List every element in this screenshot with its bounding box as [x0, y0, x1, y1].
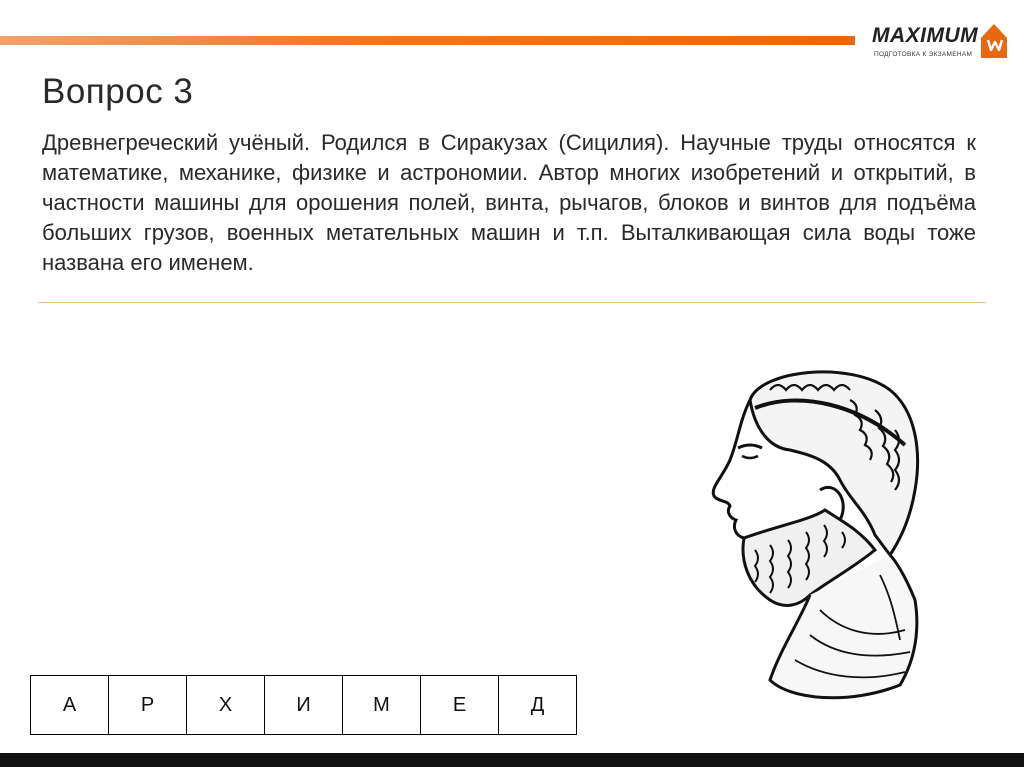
section-divider — [38, 302, 986, 303]
question-text: Древнегреческий учёный. Родился в Сиракузах (Сицилия). Научные труды относятся к математике, механике, физике и астрономии. Автор многих изобретений и открытий, в частности машины для орошения полей, винта, рычагов, блоков и винтов для подъёма больших грузов, военных метательных машин и т.п. Выталкивающая сила воды тоже названа его именем. — [42, 130, 976, 275]
answer-letter-grid — [30, 675, 577, 735]
answer-letter-cell: А — [31, 676, 109, 734]
logo-subtitle: ПОДГОТОВКА К ЭКЗАМЕНАМ — [874, 51, 973, 58]
brand-logo — [872, 18, 1012, 64]
top-accent-rule — [0, 36, 855, 45]
logo-house-icon — [979, 18, 1009, 62]
answer-letter-cell: Х — [187, 676, 265, 734]
answer-letter-cell: Д — [499, 676, 577, 734]
bust-portrait-icon — [700, 360, 930, 710]
logo-wordmark: MAXIMUM — [872, 24, 979, 47]
answer-letter-cell: И — [265, 676, 343, 734]
answer-letter-cell: М — [343, 676, 421, 734]
bottom-bar — [0, 753, 1024, 767]
answer-letter-cell: Е — [421, 676, 499, 734]
answer-letter-cell: Р — [109, 676, 187, 734]
question-title: Вопрос 3 — [42, 72, 194, 111]
